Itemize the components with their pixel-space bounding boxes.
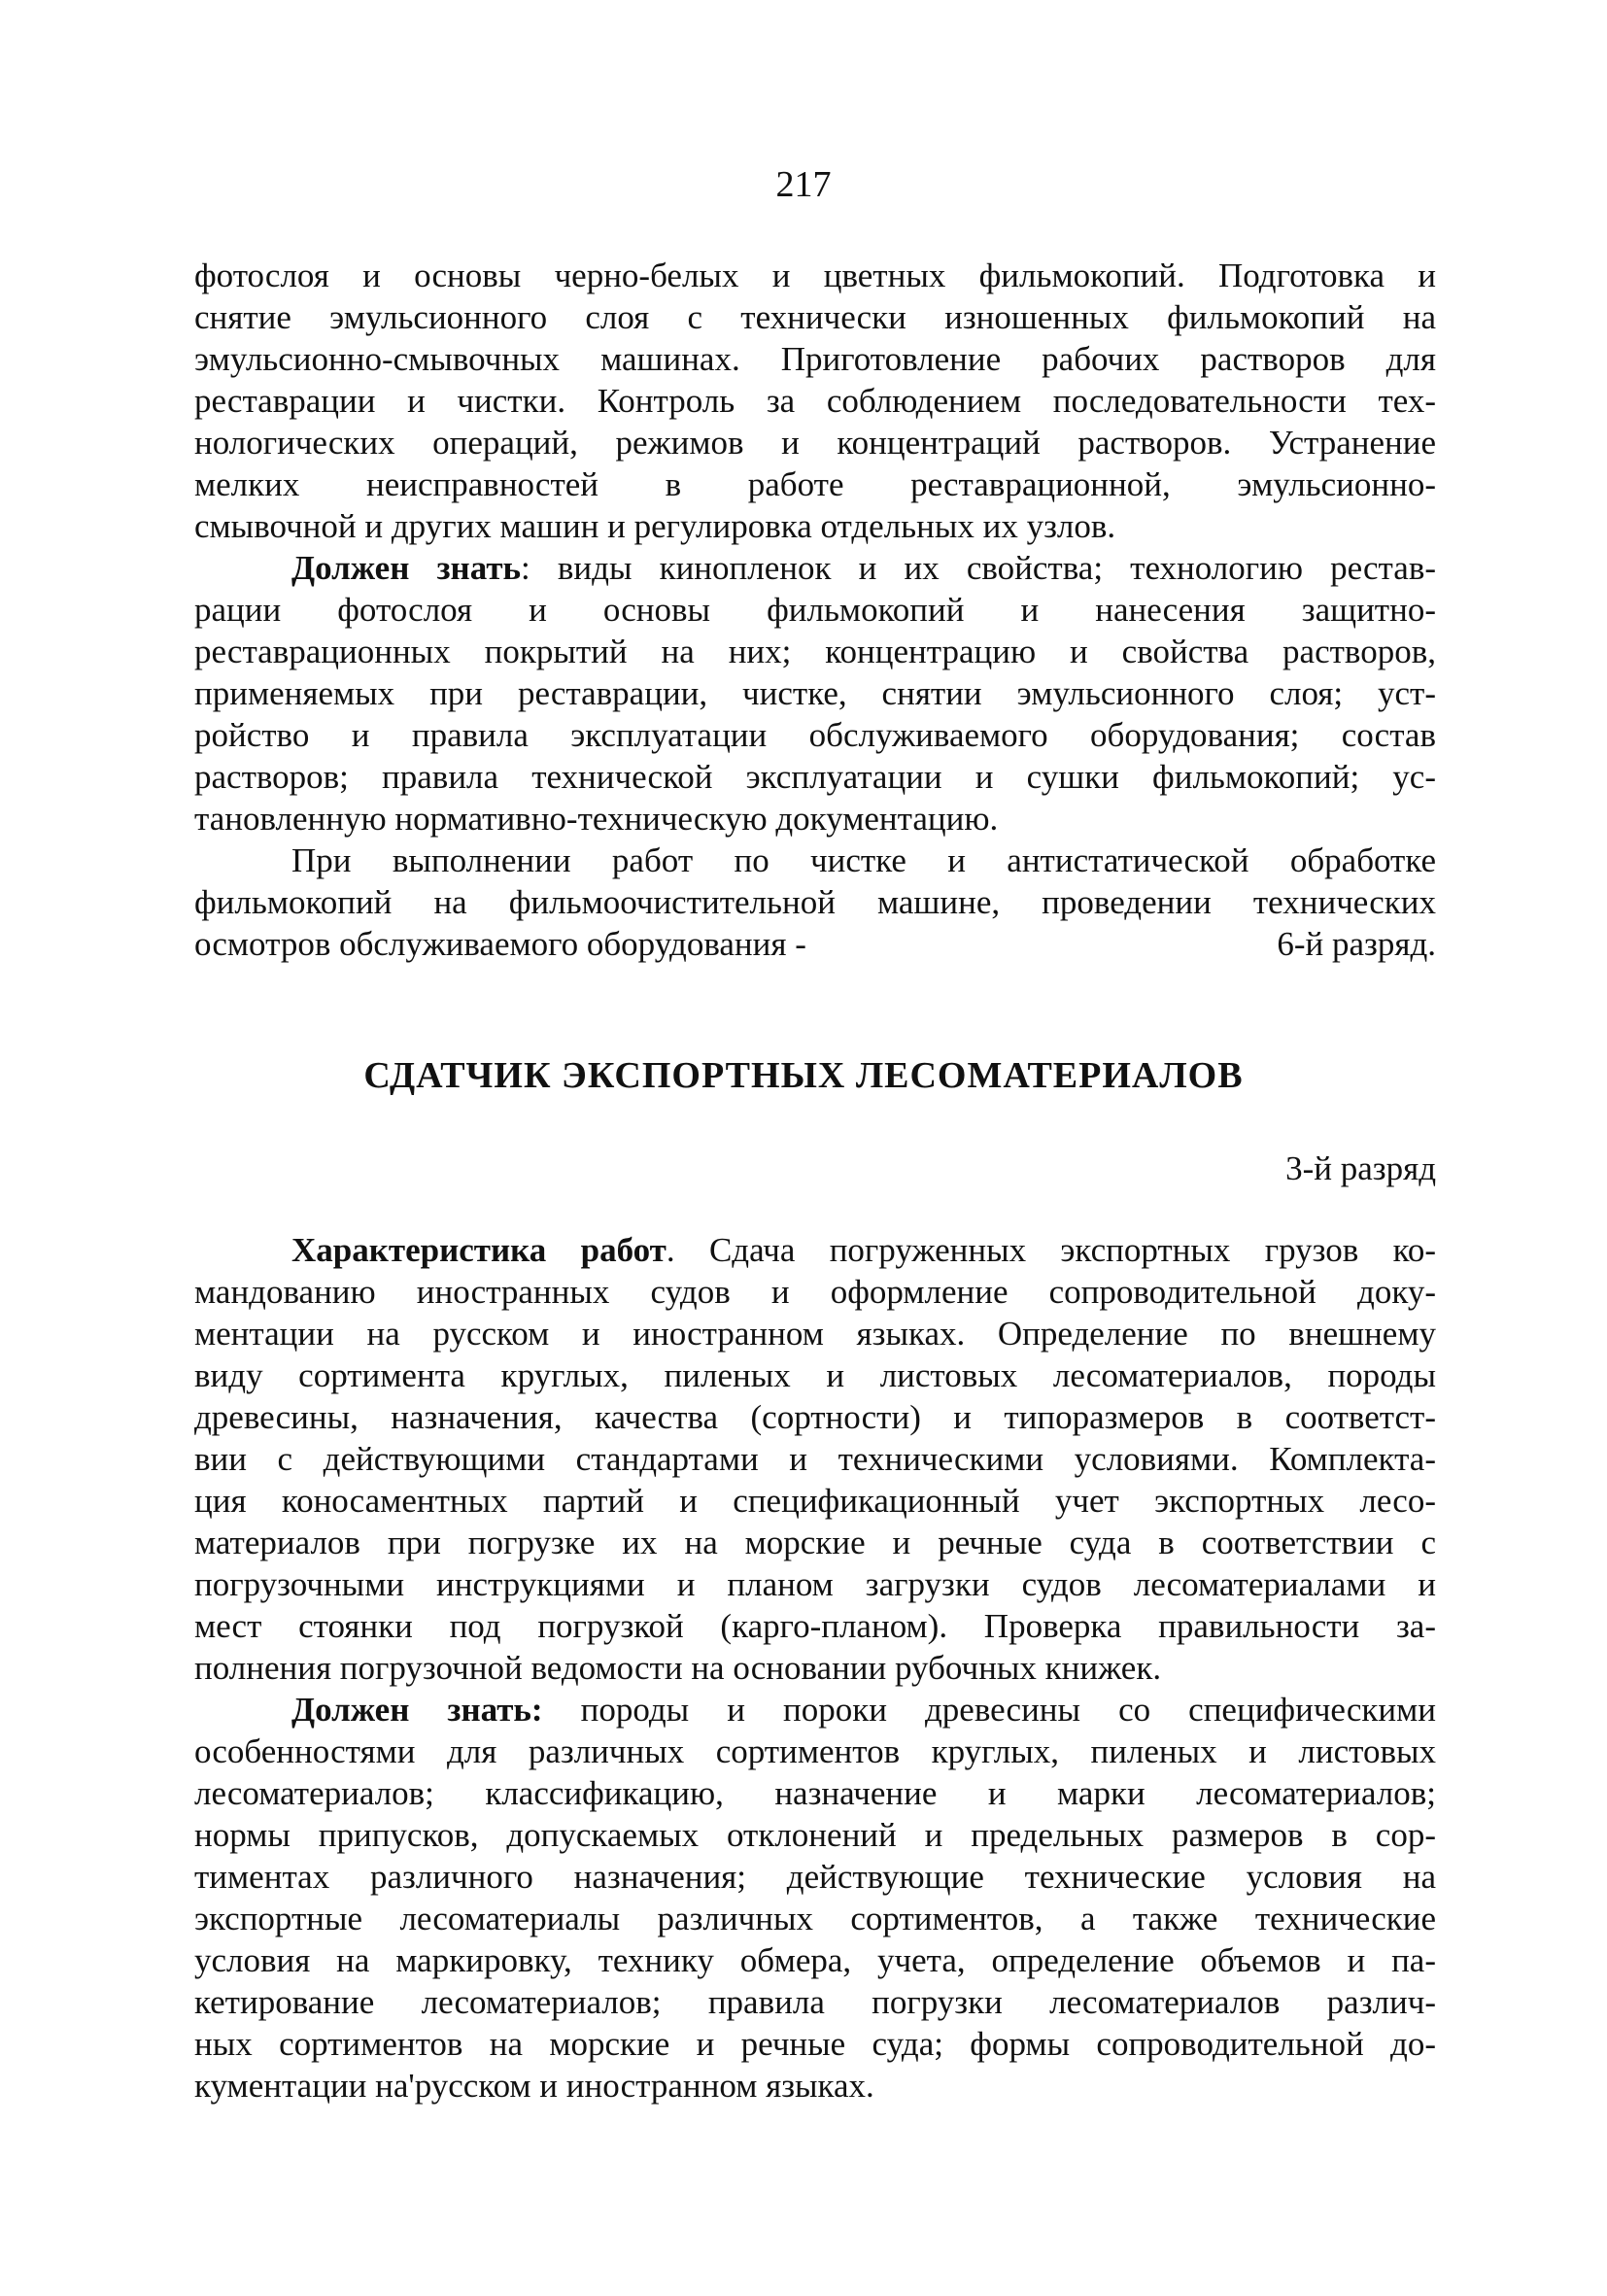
grade-6-label: 6-й разряд. (1277, 925, 1436, 963)
text-line: эмульсионно-смывочных машинах. Приготовление рабочих растворов для (194, 340, 1436, 378)
text-line: мелких неисправностей в работе реставрационной, эмульсионно- (194, 465, 1436, 503)
text-line: особенностями для различных сортиментов круглых, пиленых и листовых (194, 1732, 1436, 1770)
must-know-paragraph-start (194, 547, 1436, 589)
must-know-label: Должен знать: (291, 1691, 543, 1729)
text-line: мандованию иностранных судов и оформление сопроводительной доку- (194, 1273, 1436, 1311)
text-line: смывочной и других машин и регулировка отдельных их узлов. (194, 507, 1116, 545)
text-line: материалов при погрузке их на морские и речные суда в соответствии с (194, 1524, 1436, 1561)
text-line: фильмокопий на фильмоочистительной машине, проведении технических (194, 883, 1436, 921)
text-line: вии с действующими стандартами и техническими условиями. Комплекта- (194, 1440, 1436, 1478)
grade-6-line (194, 923, 1436, 965)
text-line: ция коносаментных партий и спецификационный учет экспортных лесо- (194, 1482, 1436, 1520)
grade-3-label: 3-й разряд (1285, 1149, 1436, 1187)
text-line: лесоматериалов; классификацию, назначение и марки лесоматериалов; (194, 1774, 1436, 1812)
characteristics-label: Характеристика работ (291, 1231, 667, 1269)
text-line: применяемых при реставрации, чистке, снятии эмульсионного слоя; уст- (194, 674, 1436, 712)
text-line: древесины, назначения, качества (сортности) и типоразмеров в соответст- (194, 1398, 1436, 1436)
text-line: погрузочными инструкциями и планом загрузки судов лесоматериалами и (194, 1565, 1436, 1603)
must-know-label: Должен знать (291, 549, 522, 587)
text-line: кетирование лесоматериалов; правила погрузки лесоматериалов различ- (194, 1983, 1436, 2021)
text-line: экспортные лесоматериалы различных сортиментов, а также технические (194, 1900, 1436, 1937)
text-line: ментации на русском и иностранном языках. Определение по внешнему (194, 1315, 1436, 1353)
previous-profession-text (194, 255, 1436, 965)
text-line: тановленную нормативно-техническую документацию. (194, 800, 999, 838)
text-line: При выполнении работ по чистке и антистатической обработке (291, 841, 1436, 879)
text-line: растворов; правила технической эксплуатации и сушки фильмокопий; ус- (194, 758, 1436, 796)
text-line: нологических операций, режимов и концентраций растворов. Устранение (194, 424, 1436, 462)
text-line: мест стоянки под погрузкой (карго-планом). Проверка правильности за- (194, 1607, 1436, 1645)
text-line: полнения погрузочной ведомости на основании рубочных книжек. (194, 1649, 1162, 1687)
must-know-paragraph-start (194, 1689, 1436, 1731)
text-line: фотослоя и основы черно-белых и цветных фильмокопий. Подготовка и (194, 257, 1436, 294)
text-line: реставрационных покрытий на них; концентрацию и свойства растворов, (194, 633, 1436, 670)
text-line: тиментах различного назначения; действующие технические условия на (194, 1858, 1436, 1896)
grade-6-text: осмотров обслуживаемого оборудования - (194, 925, 806, 963)
text-line: нормы припусков, допускаемых отклонений и предельных размеров в сор- (194, 1816, 1436, 1854)
text-line: снятие эмульсионного слоя с технически изношенных фильмокопий на (194, 298, 1436, 336)
text-line: условия на маркировку, технику обмера, учета, определение объемов и па- (194, 1941, 1436, 1979)
text-line: ройство и правила эксплуатации обслуживаемого оборудования; состав (194, 716, 1436, 754)
must-know-first-line: : виды кинопленок и их свойства; технологию рестав- (521, 549, 1436, 587)
characteristics-first-line: . Сдача погруженных экспортных грузов ко- (666, 1231, 1436, 1269)
text-line: реставрации и чистки. Контроль за соблюдением последовательности тех- (194, 382, 1436, 420)
text-line: кументации на'русском и иностранном языках. (194, 2067, 874, 2105)
text-line: ных сортиментов на морские и речные суда; формы сопроводительной до- (194, 2025, 1436, 2063)
characteristics-paragraph-start (194, 1229, 1436, 1271)
profession-description (194, 1229, 1436, 2107)
section-title: СДАТЧИК ЭКСПОРТНЫХ ЛЕСОМАТЕРИАЛОВ (363, 1055, 1244, 1096)
text-line: виду сортимента круглых, пиленых и листовых лесоматериалов, породы (194, 1356, 1436, 1394)
text-line: рации фотослоя и основы фильмокопий и нанесения защитно- (194, 591, 1436, 629)
page-number: 217 (775, 164, 832, 205)
must-know-first-line: породы и пороки древесины со специфическими (542, 1691, 1436, 1729)
